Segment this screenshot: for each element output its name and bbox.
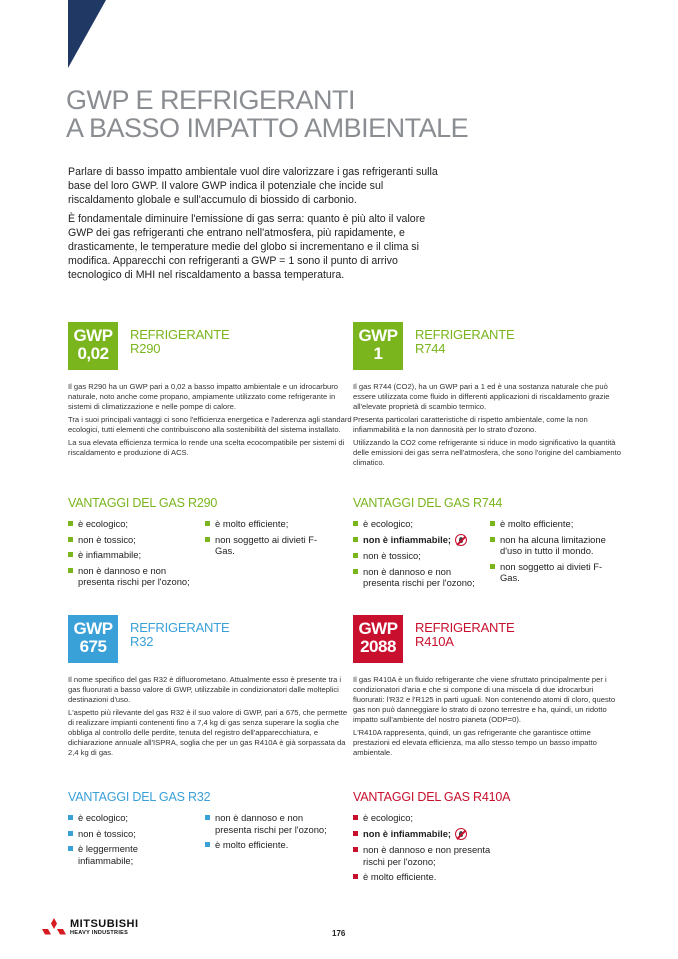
refrigerant-name-r410a [415, 621, 514, 649]
list-item: è leggermente infiammabile; [68, 843, 193, 866]
advantages-list-r32-col2 [205, 812, 340, 855]
intro-text [68, 165, 438, 287]
refrigerant-name-r744 [415, 328, 514, 356]
gwp-badge-value: 675 [79, 637, 107, 656]
list-item: non è dannoso e non presenta rischi per l'ozono; [353, 566, 488, 589]
corner-accent [68, 0, 106, 68]
list-item: non è tossico; [353, 550, 488, 562]
refrigerant-code: R410A [415, 634, 454, 649]
refrigerant-label: REFRIGERANTE [130, 327, 230, 342]
advantages-title-r32: VANTAGGI DEL GAS R32 [68, 790, 211, 804]
refrigerant-code: R744 [415, 341, 446, 356]
description-paragraph: L'R410A rappresenta, quindi, un gas refrigerante che garantisce ottime prestazioni ed elevata efficienza, ma allo stesso tempo un basso impatto ambientale. [353, 728, 597, 757]
advantages-list-r290-col1 [68, 518, 198, 592]
title-line-2: A BASSO IMPATTO AMBIENTALE [66, 113, 469, 143]
intro-paragraph: È fondamentale diminuire l'emissione di gas serra: quanto è più alto il valore GWP dei gas refrigeranti che entrano nell'atmosfera, più rapidamente, e drasticamente, le temperature medie del globo si incrementano e il clima si modifica. Apparecchi con refrigeranti a GWP = 1 sono il punto di arrivo tecnologico di MHI nel riscaldamento a bassa temperatura. [68, 213, 426, 281]
gwp-badge-label: GWP [73, 619, 113, 638]
advantages-title-r410a: VANTAGGI DEL GAS R410A [353, 790, 511, 804]
list-item: non è dannoso e non presenta rischi per l'ozono; [353, 844, 513, 867]
gwp-badge-value: 1 [373, 344, 383, 363]
description-paragraph: La sua elevata efficienza termica lo rende una scelta ecocompatibile per sistemi di riscaldamento e produzione di ACS. [68, 438, 345, 457]
gwp-badge-value: 0,02 [77, 344, 109, 363]
description-paragraph: Il gas R410A è un fluido refrigerante che viene sfruttato principalmente per i condizionatori d'aria e che si compone di una miscela di due idrocarburi fluorurati: l'R32 e l'R125 in parti uguali. Non contenendo atomi di cloro, questo gas non può danneggiare lo strato di ozono terrestre e ha, quindi, un ridotto impatto sull'ambiente del nostro pianeta (ODP=0). [353, 675, 616, 724]
list-item: è infiammabile; [68, 549, 198, 561]
description-r744 [353, 382, 623, 471]
description-r290 [68, 382, 353, 461]
refrigerant-label: REFRIGERANTE [130, 620, 230, 635]
advantages-list-r744-col1 [353, 518, 488, 593]
gwp-badge-r290 [68, 322, 118, 370]
no-flame-icon [455, 828, 467, 840]
list-item: è molto efficiente; [205, 518, 325, 530]
title-line-1: GWP E REFRIGERANTI [66, 85, 356, 115]
list-item: è ecologico; [68, 518, 198, 530]
mitsubishi-diamonds-icon [42, 918, 66, 939]
advantages-title-r290: VANTAGGI DEL GAS R290 [68, 496, 218, 510]
list-item: non è tossico; [68, 534, 198, 546]
description-paragraph: Tra i suoi principali vantaggi ci sono l'efficienza energetica e l'aderenza agli standard ecologici, tutti elementi che contribuiscono alla sostenibilità del sistema installato. [68, 415, 352, 434]
description-paragraph: Presenta particolari caratteristiche di rispetto ambientale, come la non infiammabilità e la non dannosità per lo strato d'ozono. [353, 415, 588, 434]
refrigerant-name-r290 [130, 328, 229, 356]
list-item: è ecologico; [68, 812, 193, 824]
intro-paragraph: Parlare di basso impatto ambientale vuol dire valorizzare i gas refrigeranti sulla base del loro GWP. Il valore GWP indica il potenziale che incide sul riscaldamento globale e sull'accumulo di biossido di carbonio. [68, 166, 438, 206]
refrigerant-name-r32 [130, 621, 229, 649]
advantages-list-r410a [353, 812, 513, 887]
gwp-badge-r744 [353, 322, 403, 370]
refrigerant-label: REFRIGERANTE [415, 327, 515, 342]
list-item: non è dannoso e non presenta rischi per l'ozono; [205, 812, 340, 835]
description-paragraph: Utilizzando la CO2 come refrigerante si riduce in modo significativo la quantità delle emissioni dei gas serra nell'atmosfera, che sono l'origine del cambiamento climatico. [353, 438, 621, 467]
description-r32 [68, 675, 353, 761]
list-item: non è infiammabile; [353, 828, 513, 841]
description-paragraph: Il nome specifico del gas R32 è difluorometano. Attualmente esso è presente tra i gas fluorurati a basso valore di GWP, utilizzabile in condizionatori dalle molteplici destinazioni d'uso. [68, 675, 342, 704]
description-paragraph: Il gas R290 ha un GWP pari a 0,02 a basso impatto ambientale e un idrocarburo naturale, noto anche come propano, ampiamente utilizzato come refrigerante in sistemi di climatizzazione e nelle pompe di calore. [68, 382, 339, 411]
brand-subtitle: HEAVY INDUSTRIES [70, 930, 129, 936]
page-number: 176 [332, 929, 346, 938]
advantages-list-r32-col1 [68, 812, 193, 870]
refrigerant-code: R290 [130, 341, 161, 356]
brand-name: MITSUBISHI [70, 918, 139, 930]
description-paragraph: Il gas R744 (CO2), ha un GWP pari a 1 ed è una sostanza naturale che può essere utilizzata come fluido in differenti applicazioni di riscaldamento grazie all'elevate proprietà di scambio termico. [353, 382, 610, 411]
list-item: non è infiammabile; [353, 534, 488, 547]
no-flame-icon [455, 534, 467, 546]
list-item: non è tossico; [68, 828, 193, 840]
gwp-badge-label: GWP [358, 619, 398, 638]
list-item: è molto efficiente. [353, 871, 513, 883]
list-item: non soggetto ai divieti F-Gas. [205, 534, 325, 557]
list-item: non ha alcuna limitazione d'uso in tutto il mondo. [490, 534, 615, 557]
description-paragraph: L'aspetto più rilevante del gas R32 è il suo valore di GWP, pari a 675, che permette di realizzare impianti contenenti fino a 7,4 kg di gas senza superare la soglia che obbliga al controllo delle perdite, tenuta del registro dell'apparecchiatura, e dichiarazione annuale all'ISPRA, soglia che per un gas R410A è già sorpassata da 2,4 kg di gas. [68, 708, 348, 757]
gwp-badge-value: 2088 [360, 637, 396, 656]
description-r410a [353, 675, 623, 761]
gwp-badge-label: GWP [358, 326, 398, 345]
gwp-badge-label: GWP [73, 326, 113, 345]
advantages-title-r744: VANTAGGI DEL GAS R744 [353, 496, 503, 510]
list-item: non soggetto ai divieti F-Gas. [490, 561, 615, 584]
list-item: è molto efficiente; [490, 518, 615, 530]
gwp-badge-r32 [68, 615, 118, 663]
list-item: non è dannoso e non presenta rischi per l'ozono; [68, 565, 198, 588]
refrigerant-label: REFRIGERANTE [415, 620, 515, 635]
gwp-badge-r410a [353, 615, 403, 663]
advantages-list-r744-col2 [490, 518, 615, 588]
list-item: è molto efficiente. [205, 839, 340, 851]
list-item: è ecologico; [353, 518, 488, 530]
list-item: è ecologico; [353, 812, 513, 824]
refrigerant-code: R32 [130, 634, 154, 649]
advantages-list-r290-col2 [205, 518, 325, 561]
page-title [66, 86, 626, 142]
